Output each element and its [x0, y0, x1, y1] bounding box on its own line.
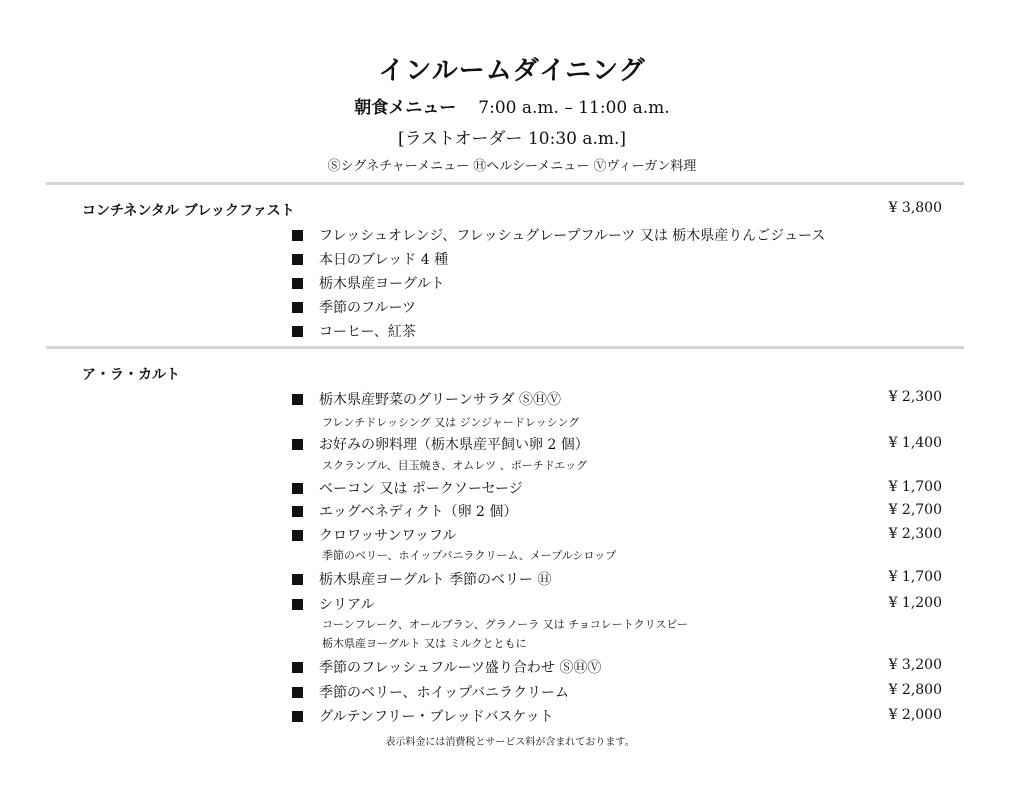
list-item: 季節のフルーツ: [292, 297, 416, 317]
menu-item: 栃木県産野菜のグリーンサラダ ⓈⒽⓋ: [292, 389, 561, 409]
menu-item-price: ¥ 1,700: [888, 479, 942, 495]
menu-item-price: ¥ 2,800: [888, 682, 942, 698]
menu-item-price: ¥ 1,700: [888, 569, 942, 585]
bullet-icon: [292, 574, 303, 585]
bullet-icon: [292, 687, 303, 698]
continental-title: コンチネンタル ブレックファスト: [82, 203, 295, 219]
menu-item-price: ¥ 3,200: [888, 657, 942, 673]
bullet-icon: [292, 530, 303, 541]
bullet-icon: [292, 278, 303, 289]
bullet-icon: [292, 662, 303, 673]
menu-item: シリアル: [292, 594, 374, 614]
last-order: [ラストオーダー 10:30 a.m.]: [397, 129, 627, 149]
bullet-icon: [292, 230, 303, 241]
divider: [46, 346, 964, 349]
menu-item-price: ¥ 2,300: [888, 526, 942, 542]
menu-item: お好みの卵料理（栃木県産平飼い卵 2 個）: [292, 434, 589, 454]
menu-item-desc: 季節のベリー、ホイップバニラクリーム、メープルシロップ: [322, 549, 617, 562]
continental-price: ¥ 3,800: [888, 200, 942, 216]
menu-item: グルテンフリー・ブレッドバスケット: [292, 706, 554, 726]
menu-item-price: ¥ 1,400: [888, 435, 942, 451]
divider: [46, 182, 964, 185]
menu-item-desc: フレンチドレッシング 又は ジンジャードレッシング: [322, 416, 580, 429]
list-item: コーヒー、紅茶: [292, 321, 416, 341]
menu-item-desc: コーンフレーク、オールブラン、グラノーラ 又は チョコレートクリスピー: [322, 618, 688, 631]
menu-item-price: ¥ 1,200: [888, 595, 942, 611]
breakfast-label: 朝食メニュー: [354, 98, 457, 118]
menu-item-desc: スクランブル、目玉焼き、オムレツ 、ポーチドエッグ: [322, 459, 588, 472]
breakfast-hours: [0, 93, 1024, 118]
menu-legend: Ⓢシグネチャーメニュー Ⓗヘルシーメニュー Ⓥヴィーガン料理: [327, 159, 697, 174]
list-item: 栃木県産ヨーグルト: [292, 273, 445, 293]
menu-item-price: ¥ 2,300: [888, 389, 942, 405]
menu-item-price: ¥ 2,000: [888, 707, 942, 723]
menu-item: エッグベネディクト（卵 2 個）: [292, 501, 517, 521]
menu-item: 季節のフレッシュフルーツ盛り合わせ ⓈⒽⓋ: [292, 657, 601, 677]
bullet-icon: [292, 254, 303, 265]
bullet-icon: [292, 506, 303, 517]
bullet-icon: [292, 394, 303, 405]
list-item: 本日のブレッド 4 種: [292, 249, 448, 269]
menu-item: 季節のベリー、ホイップバニラクリーム: [292, 682, 569, 702]
menu-item: ベーコン 又は ポークソーセージ: [292, 478, 523, 498]
bullet-icon: [292, 599, 303, 610]
menu-item-price: ¥ 2,700: [888, 502, 942, 518]
menu-item: クロワッサンワッフル: [292, 525, 456, 545]
menu-item-desc: 栃木県産ヨーグルト 又は ミルクとともに: [322, 637, 527, 650]
menu-item: 栃木県産ヨーグルト 季節のベリー Ⓗ: [292, 569, 551, 589]
hours-text: 7:00 a.m. – 11:00 a.m.: [478, 98, 670, 118]
bullet-icon: [292, 483, 303, 494]
bullet-icon: [292, 711, 303, 722]
page-title: インルームダイニング: [378, 56, 646, 86]
list-item: フレッシュオレンジ、フレッシュグレープフルーツ 又は 栃木県産りんごジュース: [292, 225, 825, 245]
bullet-icon: [292, 326, 303, 337]
bullet-icon: [292, 302, 303, 313]
bullet-icon: [292, 439, 303, 450]
footnote: 表示料金には消費税とサービス料が含まれております。: [385, 737, 635, 748]
alacarte-title: ア・ラ・カルト: [82, 367, 180, 383]
